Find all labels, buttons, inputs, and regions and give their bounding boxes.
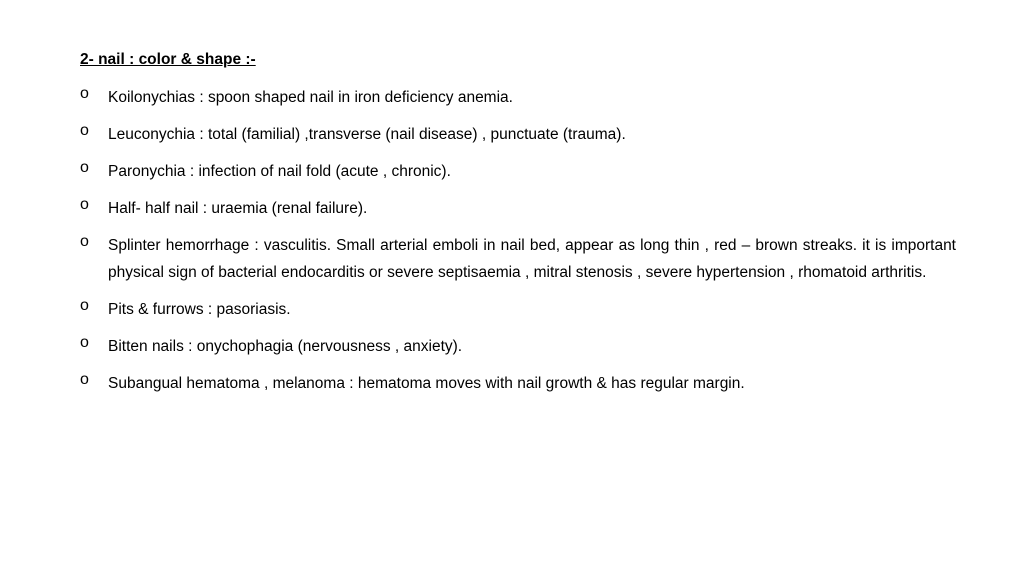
list-item-text: Leuconychia : total (familial) ,transverse (nail disease) , punctuate (trauma). xyxy=(108,126,626,143)
list-item xyxy=(80,371,956,398)
bullet-circle-icon: o xyxy=(80,233,89,250)
bullet-circle-icon: o xyxy=(80,85,89,102)
list-item xyxy=(80,85,956,112)
list-item xyxy=(80,334,956,361)
list-item xyxy=(80,196,956,223)
list-item xyxy=(80,233,956,286)
slide-content xyxy=(80,49,956,408)
list-item-text: Half- half nail : uraemia (renal failure). xyxy=(108,200,368,217)
list-item-text: Subangual hematoma , melanoma : hematoma moves with nail growth & has regular margin. xyxy=(108,374,745,392)
bullet-circle-icon: o xyxy=(80,122,89,139)
bullet-circle-icon: o xyxy=(80,333,89,351)
bullet-circle-icon: o xyxy=(80,196,89,213)
bullet-circle-icon: o xyxy=(80,159,89,176)
bullet-circle-icon: o xyxy=(80,370,89,388)
list-item-text: Splinter hemorrhage : vasculitis. Small arterial emboli in nail bed, appear as long thin , red – brown streaks. it is important physical sign of bacterial endocarditis or severe septisaemia , mitral stenosis , severe hypertension , rhomatoid arthritis. xyxy=(108,237,956,281)
list-item xyxy=(80,122,956,149)
list-item-text: Bitten nails : onychophagia (nervousness , anxiety). xyxy=(108,337,463,355)
list-item-text: Paronychia : infection of nail fold (acute , chronic). xyxy=(108,163,451,180)
bullet-circle-icon: o xyxy=(80,296,89,314)
slide-heading: 2- nail : color & shape :- xyxy=(80,51,256,68)
list-item xyxy=(80,159,956,186)
bullet-list xyxy=(80,85,956,397)
list-item-text: Pits & furrows : pasoriasis. xyxy=(108,300,291,318)
list-item-text: Koilonychias : spoon shaped nail in iron deficiency anemia. xyxy=(108,89,513,106)
list-item xyxy=(80,297,956,324)
